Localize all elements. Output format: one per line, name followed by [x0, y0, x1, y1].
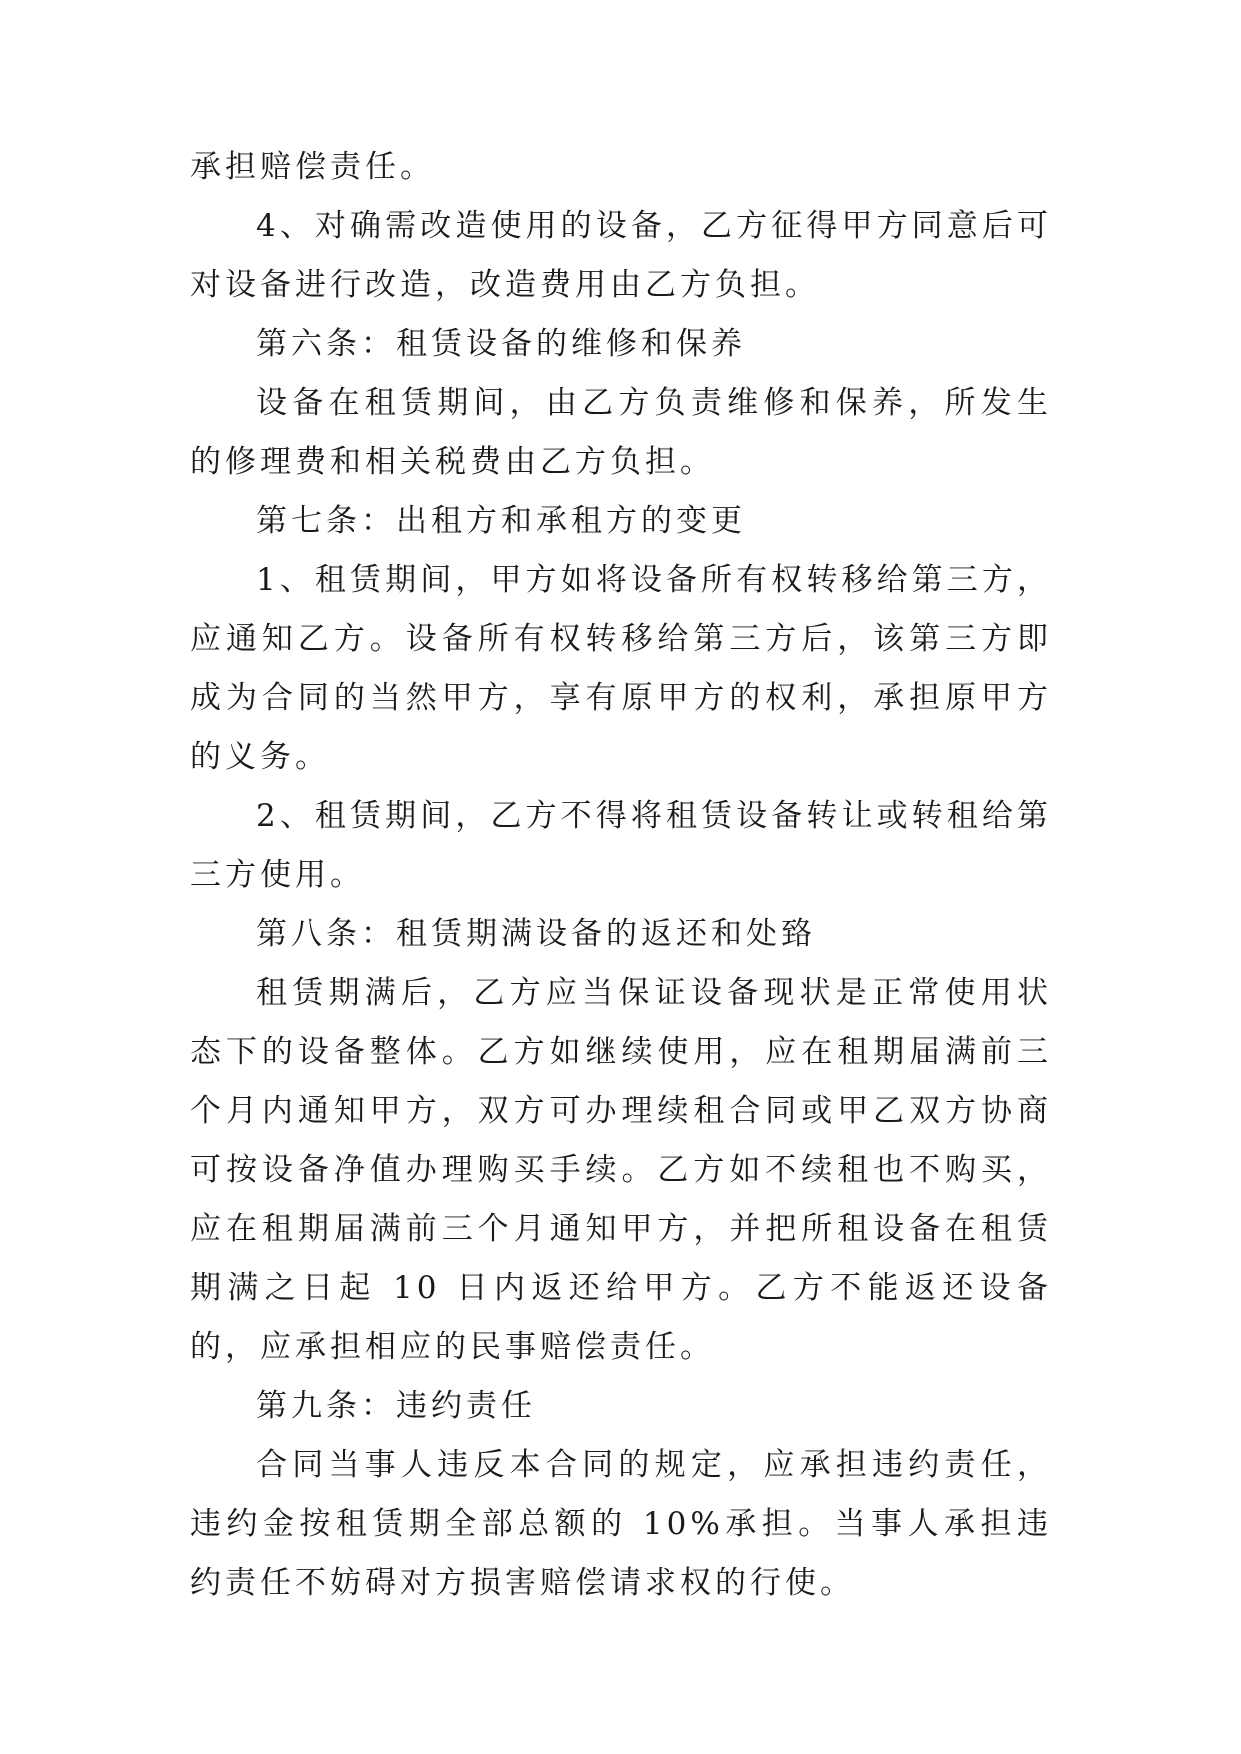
paragraph-article-6-body: 设备在租赁期间，由乙方负责维修和保养，所发生的修理费和相关税费由乙方负担。 [190, 385, 1052, 480]
heading-article-8: 第八条：租赁期满设备的返还和处臵 [256, 916, 816, 952]
document-page [190, 138, 1052, 1613]
paragraph-clause-4: 4、对确需改造使用的设备，乙方征得甲方同意后可对设备进行改造，改造费用由乙方负担。 [190, 208, 1052, 303]
paragraph-article-7-item-2: 2、租赁期间，乙方不得将租赁设备转让或转租给第三方使用。 [190, 798, 1052, 893]
paragraph-article-9-body: 合同当事人违反本合同的规定，应承担违约责任，违约金按租赁期全部总额的 10%承担。当事人承担违约责任不妨碍对方损害赔偿请求权的行使。 [190, 1447, 1052, 1601]
heading-article-6: 第六条：租赁设备的维修和保养 [256, 326, 746, 362]
paragraph-article-7-item-1: 1、租赁期间，甲方如将设备所有权转移给第三方，应通知乙方。设备所有权转移给第三方后，该第三方即成为合同的当然甲方，享有原甲方的权利，承担原甲方的义务。 [190, 562, 1052, 775]
paragraph-article-8-body: 租赁期满后，乙方应当保证设备现状是正常使用状态下的设备整体。乙方如继续使用，应在租期届满前三个月内通知甲方，双方可办理续租合同或甲乙双方协商可按设备净值办理购买手续。乙方如不续租也不购买，应在租期届满前三个月通知甲方，并把所租设备在租赁期满之日起 10 日内返还给甲方。乙方不能返还设备的，应承担相应的民事赔偿责任。 [190, 975, 1052, 1365]
heading-article-7: 第七条：出租方和承租方的变更 [256, 503, 746, 539]
paragraph-continuation: 承担赔偿责任。 [190, 149, 435, 185]
heading-article-9: 第九条：违约责任 [256, 1388, 536, 1424]
